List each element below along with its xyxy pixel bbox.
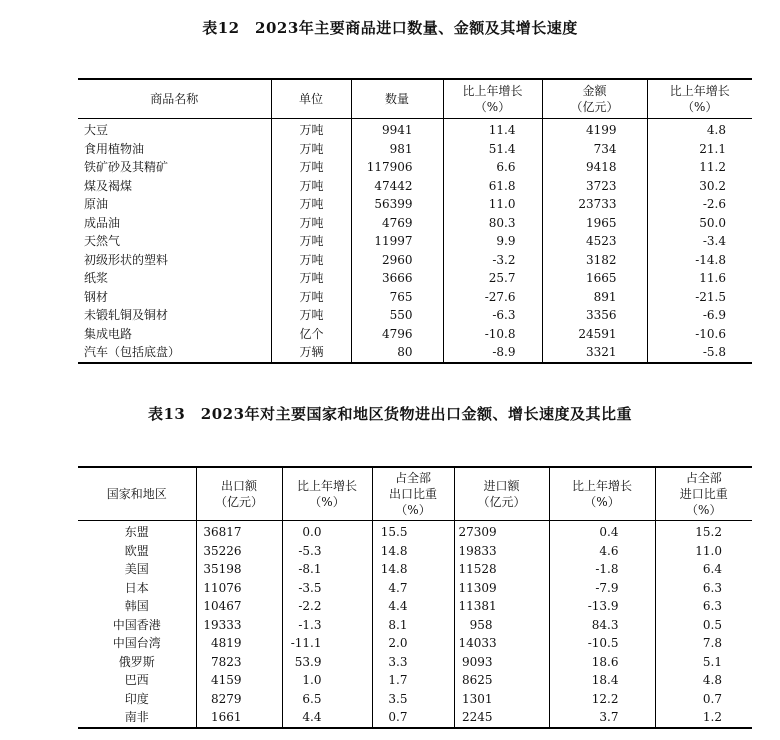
table-row [78,140,752,159]
table12-header-cell: 数量 [351,79,443,119]
table-cell: 汽车（包括底盘） [84,345,181,359]
table-cell: -27.6 [443,288,542,307]
table-cell: 50.0 [647,214,752,233]
table-row [78,119,752,140]
table-cell: 80.3 [443,214,542,233]
table-cell: 未锻轧铜及铜材 [84,308,169,322]
table-cell: 万吨 [271,158,351,177]
table-cell: 4159 [196,671,282,690]
table-cell: 4.4 [282,708,372,728]
table-cell: 80 [351,343,443,363]
table-cell: 8625 [454,671,549,690]
table-cell: 亿个 [271,325,351,344]
table-cell: 万吨 [271,306,351,325]
table-cell: 6.3 [655,579,752,598]
table-cell: 4.6 [549,542,655,561]
table-cell: 891 [542,288,647,307]
table-cell: 12.2 [549,690,655,709]
table-cell: 2960 [351,251,443,270]
table-row [78,214,752,233]
table-row [78,560,752,579]
table-cell: 中国香港 [112,617,161,632]
table-cell: 734 [542,140,647,159]
table-cell: 4796 [351,325,443,344]
table-row [78,158,752,177]
table-cell: 550 [351,306,443,325]
table-cell: 铁矿砂及其精矿 [84,160,169,174]
table13-title: 表13 2023年对主要国家和地区货物进出口金额、增长速度及其比重 [147,405,633,423]
table-row [78,269,752,288]
table-cell: 中国台湾 [112,636,161,650]
table-cell: 1661 [196,708,282,728]
table-cell: 84.3 [549,616,655,635]
table-row [78,177,752,196]
table-row [78,251,752,270]
table-row [78,343,752,363]
table12-header-cell: 比上年增长 （%） [647,79,752,119]
table-cell: 万吨 [271,269,351,288]
table-cell: -7.9 [549,579,655,598]
table-cell: 0.7 [655,690,752,709]
table13-header-cell: 占全部 出口比重 （%） [372,467,454,521]
table-cell: 3.7 [549,708,655,728]
table-cell: 万吨 [271,214,351,233]
table-cell: 7.8 [655,634,752,653]
table-cell: 30.2 [647,177,752,196]
table-cell: 0.5 [655,616,752,635]
table-cell: 11.0 [655,542,752,561]
table-row [78,232,752,251]
table-cell: -5.3 [282,542,372,561]
table-cell: 万吨 [271,140,351,159]
table-row [78,671,752,690]
table-cell: 9418 [542,158,647,177]
table-cell: 万吨 [271,177,351,196]
table-cell: 117906 [351,158,443,177]
table-cell: -2.2 [282,597,372,616]
table13-header-row [78,467,752,521]
table-cell: 美国 [124,562,149,576]
table-cell: 3723 [542,177,647,196]
table12-header-cell: 单位 [271,79,351,119]
table-row [78,616,752,635]
table-row [78,653,752,672]
table-cell: 3321 [542,343,647,363]
table-cell: 印度 [124,691,149,706]
table-row [78,195,752,214]
table-cell: 3666 [351,269,443,288]
table-cell: 1.0 [282,671,372,690]
table-row [78,708,752,728]
table-cell: 11.0 [443,195,542,214]
table-cell: 23733 [542,195,647,214]
table-cell: 27309 [454,521,549,542]
table-cell: -10.6 [647,325,752,344]
table-cell: 47442 [351,177,443,196]
table-row [78,542,752,561]
table-cell: 3.3 [372,653,454,672]
table13-header-cell: 占全部 进口比重 （%） [655,467,752,521]
table-row [78,288,752,307]
table-cell: 1965 [542,214,647,233]
table-cell: 10467 [196,597,282,616]
table-cell: 原油 [84,197,109,211]
table-cell: 14.8 [372,542,454,561]
table-cell: 19833 [454,542,549,561]
table-cell: 35226 [196,542,282,561]
table-cell: 8.1 [372,616,454,635]
table-cell: 8279 [196,690,282,709]
table13-header-cell: 出口额 （亿元） [196,467,282,521]
table13-header-cell: 比上年增长 （%） [549,467,655,521]
table-cell: 53.9 [282,653,372,672]
table-cell: 天然气 [84,234,121,248]
table-cell: 万吨 [271,119,351,140]
table-cell: -8.9 [443,343,542,363]
table-cell: 成品油 [84,215,121,230]
table-cell: 11076 [196,579,282,598]
table-cell: 11.6 [647,269,752,288]
table-cell: 958 [454,616,549,635]
table-cell: 初级形状的塑料 [84,252,169,267]
table-cell: 15.5 [372,521,454,542]
table-cell: 9.9 [443,232,542,251]
table-cell: 9093 [454,653,549,672]
table-cell: 11.4 [443,119,542,140]
table-cell: 南非 [124,710,149,724]
table-cell: 4819 [196,634,282,653]
table-cell: 981 [351,140,443,159]
table-cell: 3.5 [372,690,454,709]
table-cell: 11381 [454,597,549,616]
table-cell: 4.4 [372,597,454,616]
table-cell: 4769 [351,214,443,233]
table-row [78,579,752,598]
table12-header-cell: 金额 （亿元） [542,79,647,119]
table-cell: 万吨 [271,251,351,270]
table-cell: 9941 [351,119,443,140]
table12-header-cell: 比上年增长 （%） [443,79,542,119]
table-cell: -2.6 [647,195,752,214]
table-cell: 61.8 [443,177,542,196]
table-cell: 7823 [196,653,282,672]
table-cell: -3.4 [647,232,752,251]
table13-header-cell: 比上年增长 （%） [282,467,372,521]
table-cell: 25.7 [443,269,542,288]
table-cell: -10.5 [549,634,655,653]
table-cell: -11.1 [282,634,372,653]
table-cell: 18.4 [549,671,655,690]
table-cell: 食用植物油 [84,141,145,156]
table-cell: 4.8 [655,671,752,690]
table-cell: 11997 [351,232,443,251]
table-row [78,634,752,653]
table-cell: 765 [351,288,443,307]
table-cell: 煤及褐煤 [84,178,133,193]
table-cell: 14.8 [372,560,454,579]
table13-body [78,521,752,728]
table-cell: 5.1 [655,653,752,672]
table-cell: -6.3 [443,306,542,325]
table-cell: 万吨 [271,288,351,307]
table12-header-row [78,79,752,119]
table-cell: 4199 [542,119,647,140]
table-row [78,325,752,344]
table-cell: -6.9 [647,306,752,325]
table-cell: 纸浆 [84,271,109,285]
table-cell: 1665 [542,269,647,288]
table-cell: 19333 [196,616,282,635]
table-cell: 2.0 [372,634,454,653]
table-cell: 1.2 [655,708,752,728]
table-row [78,521,752,542]
table12-commodity-imports [78,78,752,364]
table-cell: 11.2 [647,158,752,177]
table-cell: -14.8 [647,251,752,270]
table-cell: 1301 [454,690,549,709]
table-cell: -21.5 [647,288,752,307]
table-cell: 4523 [542,232,647,251]
table-cell: 大豆 [84,123,109,137]
table13-country-trade [78,466,752,729]
table-cell: -5.8 [647,343,752,363]
table-cell: 14033 [454,634,549,653]
table-cell: 3182 [542,251,647,270]
table-cell: 4.7 [372,579,454,598]
table-cell: 56399 [351,195,443,214]
table-cell: 钢材 [84,289,109,304]
table-cell: 51.4 [443,140,542,159]
table-cell: -3.2 [443,251,542,270]
table-cell: -1.8 [549,560,655,579]
table-cell: 21.1 [647,140,752,159]
table12-title: 表12 2023年主要商品进口数量、金额及其增长速度 [202,19,578,37]
table-cell: -3.5 [282,579,372,598]
table13-header-cell: 国家和地区 [78,467,196,521]
table-cell: 万吨 [271,195,351,214]
table-cell: 24591 [542,325,647,344]
table-cell: 东盟 [124,525,149,539]
table-cell: 0.4 [549,521,655,542]
table-cell: 6.5 [282,690,372,709]
table-cell: 11528 [454,560,549,579]
table12-header-cell: 商品名称 [78,79,271,119]
table-row [78,306,752,325]
table-cell: 4.8 [647,119,752,140]
table-cell: 集成电路 [84,326,133,341]
table-cell: 万辆 [271,343,351,363]
table-cell: 15.2 [655,521,752,542]
table-cell: 6.4 [655,560,752,579]
table13-header-cell: 进口额 （亿元） [454,467,549,521]
table-cell: 1.7 [372,671,454,690]
table-cell: 18.6 [549,653,655,672]
table-cell: 35198 [196,560,282,579]
table-cell: -10.8 [443,325,542,344]
table-cell: 6.6 [443,158,542,177]
table-cell: 0.0 [282,521,372,542]
table-cell: 巴西 [124,673,149,687]
table-cell: 3356 [542,306,647,325]
table-row [78,690,752,709]
table-cell: 日本 [124,580,149,595]
table-row [78,597,752,616]
table-cell: 36817 [196,521,282,542]
table-cell: -13.9 [549,597,655,616]
table-cell: 0.7 [372,708,454,728]
table-cell: -1.3 [282,616,372,635]
table-cell: 欧盟 [124,543,149,558]
table-cell: 11309 [454,579,549,598]
table12-body [78,119,752,363]
table-cell: 俄罗斯 [118,654,155,669]
table-cell: 韩国 [124,599,149,613]
table-cell: 6.3 [655,597,752,616]
table-cell: -8.1 [282,560,372,579]
table-cell: 万吨 [271,232,351,251]
table-cell: 2245 [454,708,549,728]
